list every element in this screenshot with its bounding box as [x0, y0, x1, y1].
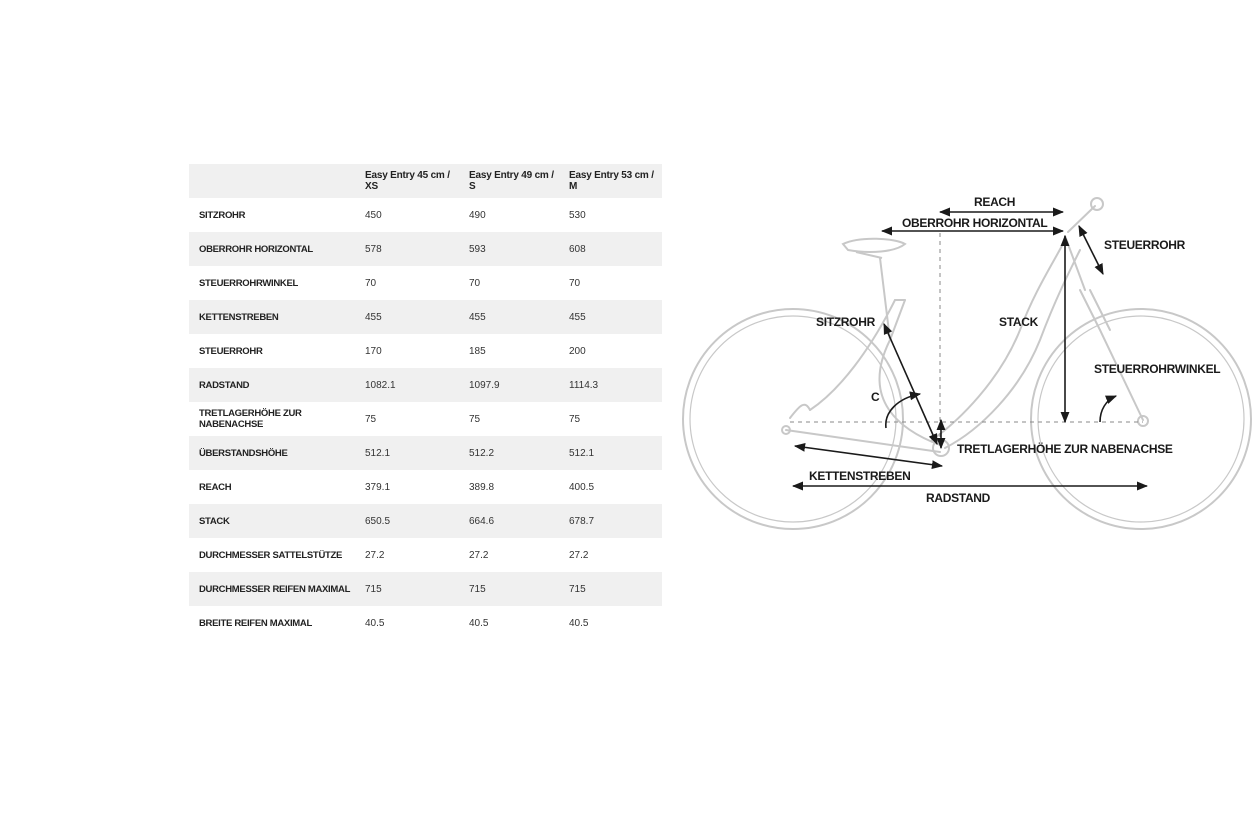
row-label: ÜBERSTANDSHÖHE — [199, 447, 288, 459]
cell-value: 512.1 — [569, 447, 595, 459]
cell-value: 185 — [469, 345, 486, 357]
cell-value: 40.5 — [569, 617, 589, 629]
table-row — [189, 368, 662, 402]
cell-value: 170 — [365, 345, 382, 357]
saddle — [843, 239, 905, 258]
cell-value: 389.8 — [469, 481, 495, 493]
cell-value: 27.2 — [469, 549, 489, 561]
row-label: SITZROHR — [199, 209, 246, 221]
label-kettenstreben: KETTENSTREBEN — [809, 469, 911, 483]
cell-value: 27.2 — [569, 549, 589, 561]
cell-value: 450 — [365, 209, 382, 221]
cell-value: 578 — [365, 243, 382, 255]
bike-geometry-diagram — [680, 188, 1255, 533]
table-row — [189, 198, 662, 232]
label-radstand: RADSTAND — [926, 491, 991, 505]
row-label: REACH — [199, 481, 232, 493]
cell-value: 40.5 — [469, 617, 489, 629]
cell-value: 455 — [365, 311, 382, 323]
label-oberrohr-horizontal: OBERROHR HORIZONTAL — [902, 216, 1048, 230]
column-header-m: Easy Entry 53 cm / M — [569, 170, 654, 192]
cell-value: 715 — [469, 583, 486, 595]
table-row — [189, 572, 662, 606]
table-row — [189, 470, 662, 504]
cell-value: 379.1 — [365, 481, 391, 493]
cell-value: 40.5 — [365, 617, 385, 629]
table-row — [189, 436, 662, 470]
cell-value: 70 — [569, 277, 581, 289]
cell-value: 715 — [365, 583, 382, 595]
column-header-xs: Easy Entry 45 cm / XS — [365, 170, 450, 192]
table-row — [189, 266, 662, 300]
table-row — [189, 504, 662, 538]
row-label: OBERROHR HORIZONTAL — [199, 243, 313, 255]
table-row — [189, 538, 662, 572]
cell-value: 70 — [365, 277, 377, 289]
row-label: DURCHMESSER SATTELSTÜTZE — [199, 549, 343, 561]
reference-lines — [790, 233, 1143, 445]
column-header-s: Easy Entry 49 cm / S — [469, 170, 554, 192]
label-steuerrohr: STEUERROHR — [1104, 238, 1186, 252]
cell-value: 650.5 — [365, 515, 391, 527]
label-c: C — [871, 390, 880, 404]
cell-value: 490 — [469, 209, 486, 221]
cell-value: 75 — [469, 413, 481, 425]
cell-value: 455 — [469, 311, 486, 323]
cell-value: 608 — [569, 243, 586, 255]
rear-wheel — [683, 309, 903, 529]
table-corner-cell — [189, 164, 355, 198]
label-tretlagerhoehe: TRETLAGERHÖHE ZUR NABENACHSE — [957, 442, 1173, 456]
row-label: STACK — [199, 515, 230, 527]
cell-value: 200 — [569, 345, 586, 357]
row-label: STEUERROHRWINKEL — [199, 277, 298, 289]
label-sitzrohr: SITZROHR — [816, 315, 875, 329]
cell-value: 512.2 — [469, 447, 495, 459]
cell-value: 1114.3 — [569, 379, 599, 391]
cell-value: 530 — [569, 209, 586, 221]
cell-value: 664.6 — [469, 515, 495, 527]
cell-value: 70 — [469, 277, 481, 289]
label-stack: STACK — [999, 315, 1038, 329]
row-label: DURCHMESSER REIFEN MAXIMAL — [199, 583, 351, 595]
label-reach: REACH — [974, 195, 1016, 209]
cell-value: 678.7 — [569, 515, 595, 527]
label-steuerrohrwinkel: STEUERROHRWINKEL — [1094, 362, 1221, 376]
cell-value: 75 — [569, 413, 581, 425]
table-header-row — [189, 164, 662, 198]
geometry-table — [189, 164, 662, 640]
row-label: STEUERROHR — [199, 345, 263, 357]
row-label: RADSTAND — [199, 379, 250, 391]
cell-value: 1082.1 — [365, 379, 396, 391]
cell-value: 1097.9 — [469, 379, 500, 391]
table-row — [189, 606, 662, 640]
cell-value: 593 — [469, 243, 486, 255]
cell-value: 455 — [569, 311, 586, 323]
cell-value: 512.1 — [365, 447, 391, 459]
table-row — [189, 334, 662, 368]
row-label: TRETLAGERHÖHE ZUR NABENACHSE — [199, 408, 302, 430]
cell-value: 27.2 — [365, 549, 385, 561]
front-wheel — [1031, 309, 1251, 529]
cell-value: 400.5 — [569, 481, 595, 493]
cell-value: 75 — [365, 413, 377, 425]
table-row — [189, 300, 662, 334]
table-row — [189, 232, 662, 266]
row-label: KETTENSTREBEN — [199, 311, 279, 323]
cell-value: 715 — [569, 583, 586, 595]
row-label: BREITE REIFEN MAXIMAL — [199, 617, 312, 629]
table-row — [189, 402, 662, 436]
